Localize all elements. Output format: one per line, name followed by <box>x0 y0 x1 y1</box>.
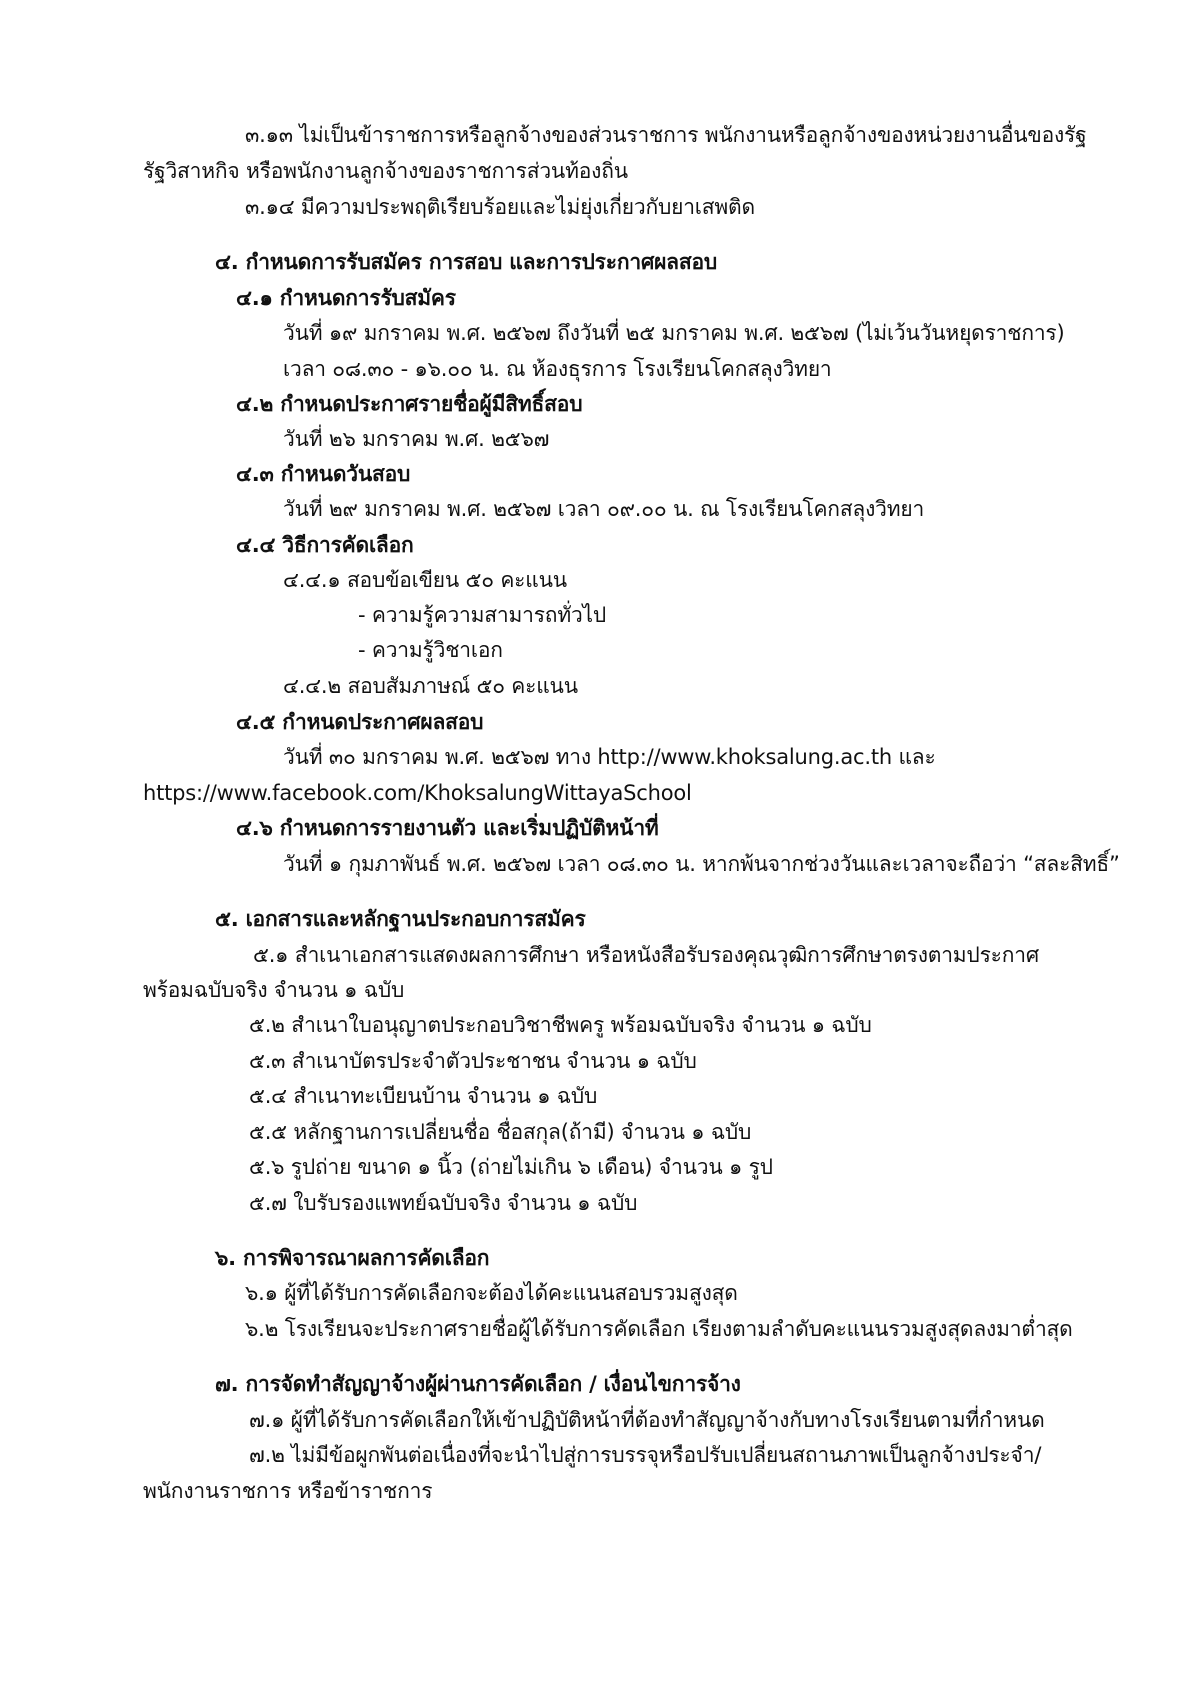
section-7-2-line-2: พนักงานราชการ หรือข้าราชการ <box>143 1479 433 1503</box>
section-6-heading: ๖. การพิจารณาผลการคัดเลือก <box>215 1246 490 1270</box>
section-6-2: ๖.๒ โรงเรียนจะประกาศรายชื่อผู้ได้รับการคัดเลือก เรียงตามลำดับคะแนนรวมสูงสุดลงมาต่ำสุด <box>245 1317 1073 1341</box>
item-3-14: ๓.๑๔ มีความประพฤติเรียบร้อยและไม่ยุ่งเกี่ยวกับยาเสพติด <box>245 195 755 219</box>
section-5-1-line-2: พร้อมฉบับจริง จำนวน ๑ ฉบับ <box>143 978 405 1002</box>
section-5-5: ๕.๕ หลักฐานการเปลี่ยนชื่อ ชื่อสกุล(ถ้ามี) จำนวน ๑ ฉบับ <box>249 1120 752 1144</box>
section-5-2: ๕.๒ สำเนาใบอนุญาตประกอบวิชาชีพครู พร้อมฉบับจริง จำนวน ๑ ฉบับ <box>249 1013 872 1037</box>
section-4-4-1-written: ๔.๔.๑ สอบข้อเขียน ๕๐ คะแนน <box>283 568 567 592</box>
section-5-4: ๕.๔ สำเนาทะเบียนบ้าน จำนวน ๑ ฉบับ <box>249 1084 598 1108</box>
section-4-1-line-2: เวลา ๐๘.๓๐ - ๑๖.๐๐ น. ณ ห้องธุรการ โรงเรียนโคกสลุงวิทยา <box>283 357 832 381</box>
section-7-heading: ๗. การจัดทำสัญญาจ้างผู้ผ่านการคัดเลือก / เงื่อนไขการจ้าง <box>215 1372 741 1396</box>
item-3-13-line-2: รัฐวิสาหกิจ หรือพนักงานลูกจ้างของราชการส่วนท้องถิ่น <box>143 159 628 183</box>
section-4-4-1-sub-major: - ความรู้วิชาเอก <box>358 638 503 662</box>
section-7-1: ๗.๑ ผู้ที่ได้รับการคัดเลือกให้เข้าปฏิบัติหน้าที่ต้องทำสัญญาจ้างกับทางโรงเรียนตามที่กำหนด <box>249 1408 1045 1432</box>
section-4-6-line-1: วันที่ ๑ กุมภาพันธ์ พ.ศ. ๒๕๖๗ เวลา ๐๘.๓๐ น. หากพ้นจากช่วงวันและเวลาจะถือว่า “สละสิทธิ์” <box>283 852 1120 876</box>
section-4-6-heading: ๔.๖ กำหนดการรายงานตัว และเริ่มปฏิบัติหน้าที่ <box>236 816 659 840</box>
section-4-4-2-interview: ๔.๔.๒ สอบสัมภาษณ์ ๕๐ คะแนน <box>283 674 578 698</box>
section-6-1: ๖.๑ ผู้ที่ได้รับการคัดเลือกจะต้องได้คะแนนสอบรวมสูงสุด <box>245 1281 738 1305</box>
section-7-2-line-1: ๗.๒ ไม่มีข้อผูกพันต่อเนื่องที่จะนำไปสู่การบรรจุหรือปรับเปลี่ยนสถานภาพเป็นลูกจ้างประจำ/ <box>249 1443 1042 1467</box>
section-5-6: ๕.๖ รูปถ่าย ขนาด ๑ นิ้ว (ถ่ายไม่เกิน ๖ เดือน) จำนวน ๑ รูป <box>249 1155 773 1179</box>
section-4-1-line-1: วันที่ ๑๙ มกราคม พ.ศ. ๒๕๖๗ ถึงวันที่ ๒๕ มกราคม พ.ศ. ๒๕๖๗ (ไม่เว้นวันหยุดราชการ) <box>283 321 1065 345</box>
section-4-3-line-1: วันที่ ๒๙ มกราคม พ.ศ. ๒๕๖๗ เวลา ๐๙.๐๐ น. ณ โรงเรียนโคกสลุงวิทยา <box>283 497 925 521</box>
section-4-1-heading: ๔.๑ กำหนดการรับสมัคร <box>236 286 456 310</box>
section-4-5-facebook-url: https://www.facebook.com/KhoksalungWittayaSchool <box>143 781 692 805</box>
section-5-7: ๕.๗ ใบรับรองแพทย์ฉบับจริง จำนวน ๑ ฉบับ <box>249 1191 638 1215</box>
section-4-heading: ๔. กำหนดการรับสมัคร การสอบ และการประกาศผลสอบ <box>215 250 718 274</box>
section-5-1-line-1: ๕.๑ สำเนาเอกสารแสดงผลการศึกษา หรือหนังสือรับรองคุณวุฒิการศึกษาตรงตามประกาศ <box>253 943 1039 967</box>
section-4-5-line-1: วันที่ ๓๐ มกราคม พ.ศ. ๒๕๖๗ ทาง http://www.khoksalung.ac.th และ <box>283 745 936 769</box>
section-4-2-heading: ๔.๒ กำหนดประกาศรายชื่อผู้มีสิทธิ์สอบ <box>236 392 583 416</box>
section-4-4-1-sub-general: - ความรู้ความสามารถทั่วไป <box>358 603 607 627</box>
item-3-13-line-1: ๓.๑๓ ไม่เป็นข้าราชการหรือลูกจ้างของส่วนราชการ พนักงานหรือลูกจ้างของหน่วยงานอื่นของรัฐ <box>245 123 1087 147</box>
section-4-2-line-1: วันที่ ๒๖ มกราคม พ.ศ. ๒๕๖๗ <box>283 427 550 451</box>
section-4-5-heading: ๔.๕ กำหนดประกาศผลสอบ <box>236 710 484 734</box>
section-5-heading: ๕. เอกสารและหลักฐานประกอบการสมัคร <box>215 907 586 931</box>
section-4-4-heading: ๔.๔ วิธีการคัดเลือก <box>236 533 414 557</box>
section-4-3-heading: ๔.๓ กำหนดวันสอบ <box>236 462 411 486</box>
section-5-3: ๕.๓ สำเนาบัตรประจำตัวประชาชน จำนวน ๑ ฉบับ <box>249 1049 697 1073</box>
